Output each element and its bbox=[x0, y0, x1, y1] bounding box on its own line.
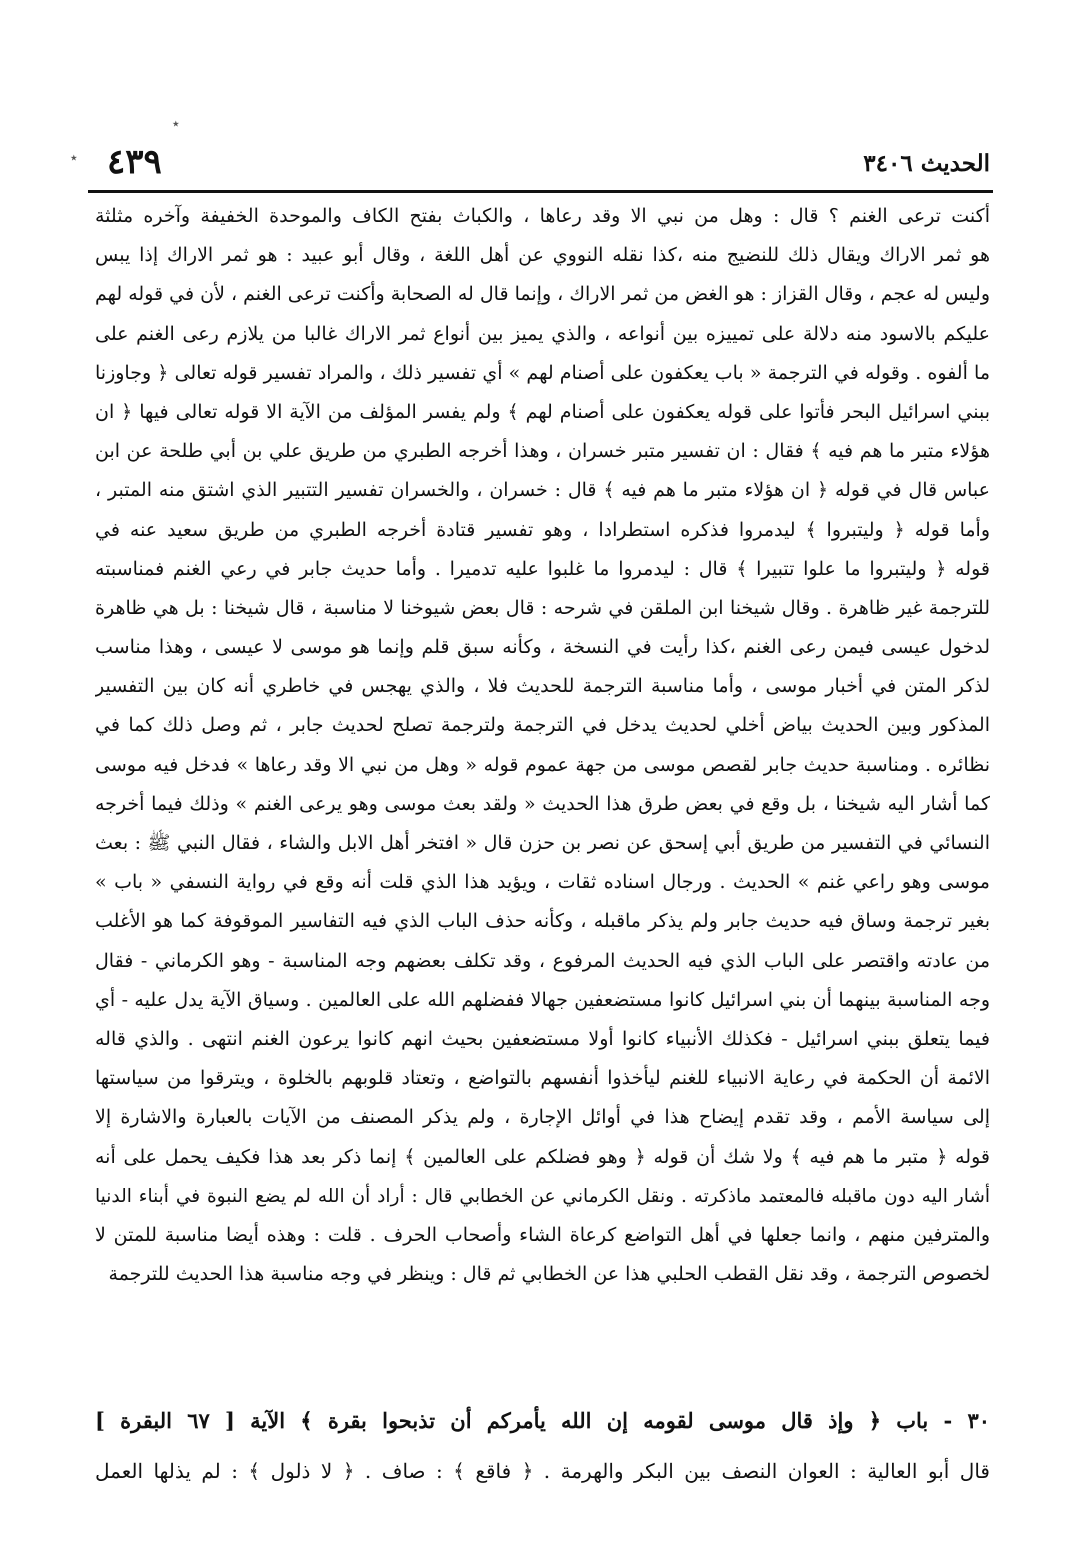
text-line: ما ألفوه . وقوله في الترجمة « باب يعكفون على أصنام لهم » أي تفسير ذلك ، والمراد تفسير قوله تعالى ﴿ وجاوزنا bbox=[95, 361, 990, 384]
chapter-subline: قال أبو العالية : العوان النصف بين البكر والهرمة . ﴿ فاقع ﴾ : صاف . ﴿ لا ذلول ﴾ : لم يذلها العمل bbox=[95, 1459, 990, 1483]
text-line: إلى سياسة الأمم ، وقد تقدم إيضاح هذا في أوائل الإجارة ، ولم يذكر المصنف من الآيات بالعبارة والاشارة إلا bbox=[95, 1106, 990, 1129]
text-line: قوله ﴿ وليتبروا ما علوا تتبيرا ﴾ قال : ليدمروا ما غلبوا عليه تدميرا . وأما حديث جابر في رعي الغنم فمناسبته bbox=[95, 557, 990, 580]
commentary-text bbox=[95, 197, 990, 1294]
text-line: وليس له عجم ، وقال القزاز : هو الغض من ثمر الاراك ، وإنما قال له الصحابة وأكنت ترعى الغنم ، لأن في قوله لهم bbox=[95, 283, 990, 306]
left-ink-mark: ٭ bbox=[70, 150, 78, 166]
chapter-section bbox=[95, 1396, 990, 1496]
text-line: قوله ﴿ متبر ما هم فيه ﴾ ولا شك أن قوله ﴿ وهو فضلكم على العالمين ﴾ إنما ذكر بعد هذا فكيف يحمل على أنه bbox=[95, 1145, 990, 1168]
text-line: والمترفين منهم ، وانما جعلها في أهل التواضع كرعاة الشاء وأصحاب الحرف . قلت : وهذه أيضا مناسبة للمتن لا bbox=[95, 1223, 990, 1246]
text-line: نظائره . ومناسبة حديث جابر لقصص موسى من جهة عموم قوله « وهل من نبي الا وقد رعاها » فدخل فيه موسى bbox=[95, 753, 990, 776]
text-line: المذكور وبين الحديث بياض أخلي لحديث يدخل في الترجمة ولترجمة تصلح لحديث جابر ، ثم وصل ذلك كما في bbox=[95, 714, 990, 737]
text-line: لدخول عيسى فيمن رعى الغنم ،كذا رأيت في النسخة ، وكأنه سبق قلم وإنما هو موسى لا عيسى ، وهذا مناسب bbox=[95, 636, 990, 659]
text-line: النسائي في التفسير من طريق أبي إسحق عن نصر بن حزن قال « افتخر أهل الابل والشاء ، فقال النبي ﷺ : بعث bbox=[95, 832, 990, 854]
text-line: بغير ترجمة وساق فيه حديث جابر ولم يذكر ماقبله ، وكأنه حذف الباب الذي فيه التفاسير الموقوفة كما هو الأغلب bbox=[95, 910, 990, 933]
text-line: هؤلاء متبر ما هم فيه ﴾ فقال : ان تفسير متبر خسران ، وهذا أخرجه الطبري من طريق علي بن أبي طلحة عن ابن bbox=[95, 440, 990, 463]
text-line: أكنت ترعى الغنم ؟ قال : وهل من نبي الا وقد رعاها ، والكباث بفتح الكاف والموحدة الخفيفة وآخره مثلثة bbox=[95, 205, 990, 227]
text-line: لخصوص الترجمة ، وقد نقل القطب الحلبي هذا عن الخطابي ثم قال : وينظر في وجه مناسبة هذا الحديث للترجمة bbox=[108, 1263, 990, 1286]
text-line: ببني اسرائيل البحر فأتوا على قوله يعكفون على أصنام لهم ﴾ ولم يفسر المؤلف من الآية الا قوله تعالى فيها ﴿ ان bbox=[95, 400, 990, 423]
text-line: من عادته واقتصر على الباب الذي فيه الحديث المرفوع ، وقد تكلف بعضهم وجه المناسبة - وهو الكرماني - فقال bbox=[95, 949, 990, 972]
header-rule bbox=[88, 190, 993, 193]
text-line: لذكر المتن في أخبار موسى ، وأما مناسبة الترجمة للحديث فلا ، والذي يهجس في خاطري أنه كان بين التفسير bbox=[95, 675, 990, 698]
text-line: موسى وهو راعي غنم » الحديث . ورجال اسناده ثقات ، ويؤيد هذا الذي قلت أنه وقع في رواية النسفي « باب » bbox=[95, 871, 990, 894]
text-line: فيما يتعلق ببني اسرائيل - فكذلك الأنبياء كانوا أولا مستضعفين بحيث انهم كانوا يرعون الغنم انتهى . والذي قاله bbox=[95, 1027, 990, 1050]
text-line: هو ثمر الاراك ويقال ذلك للنضيج منه ،كذا نقله النووي عن أهل اللغة ، وقال أبو عبيد : هو ثمر الاراك إذا يبس bbox=[95, 244, 990, 267]
chapter-heading: ٣٠ - باب ﴿ وإذ قال موسى لقومه إن الله يأمركم أن تذبحوا بقرة ﴾ الآية [ ٦٧ البقرة ] bbox=[95, 1408, 990, 1433]
text-line: أشار اليه دون ماقبله فالمعتمد ماذكرته . ونقل الكرماني عن الخطابي قال : أراد أن الله لم يضع النبوة في أبناء الدنيا bbox=[95, 1185, 990, 1207]
text-line: الائمة أن الحكمة في رعاية الانبياء للغنم ليأخذوا أنفسهم بالتواضع ، وتعتاد قلوبهم بالخلوة ، ويترقوا من سياستها bbox=[95, 1067, 990, 1090]
text-line: عليكم بالاسود منه دلالة على تمييزه بين أنواعه ، والذي يميز بين أنواع ثمر الاراك غالبا من يلازم رعى الغنم على bbox=[95, 322, 990, 345]
running-header bbox=[95, 142, 990, 186]
text-line: وجه المناسبة بينهما أن بني اسرائيل كانوا مستضعفين جهالا ففضلهم الله على العالمين . وسياق الآية يدل عليه - أي bbox=[95, 988, 990, 1011]
top-ink-mark: ٭ bbox=[172, 116, 180, 132]
text-line: وأما قوله ﴿ وليتبروا ﴾ ليدمروا فذكره استطرادا ، وهو تفسير قتادة أخرجه الطبري من طريق سعيد عنه في bbox=[95, 518, 990, 541]
text-line: عباس قال في قوله ﴿ ان هؤلاء متبر ما هم فيه ﴾ قال : خسران ، والخسران تفسير التتبير الذي اشتق منه المتبر ، bbox=[95, 479, 990, 502]
text-line: للترجمة غير ظاهرة . وقال شيخنا ابن الملقن في شرحه : قال بعض شيوخنا لا مناسبة ، قال شيخنا : بل هي ظاهرة bbox=[95, 596, 990, 619]
page-number: ٤٣٩ bbox=[107, 142, 162, 182]
header-title: الحديث ٣٤٠٦ bbox=[863, 150, 990, 177]
text-line: كما أشار اليه شيخنا ، بل وقع في بعض طرق هذا الحديث « ولقد بعث موسى وهو يرعى الغنم » وذلك فيما أخرجه bbox=[95, 792, 990, 815]
